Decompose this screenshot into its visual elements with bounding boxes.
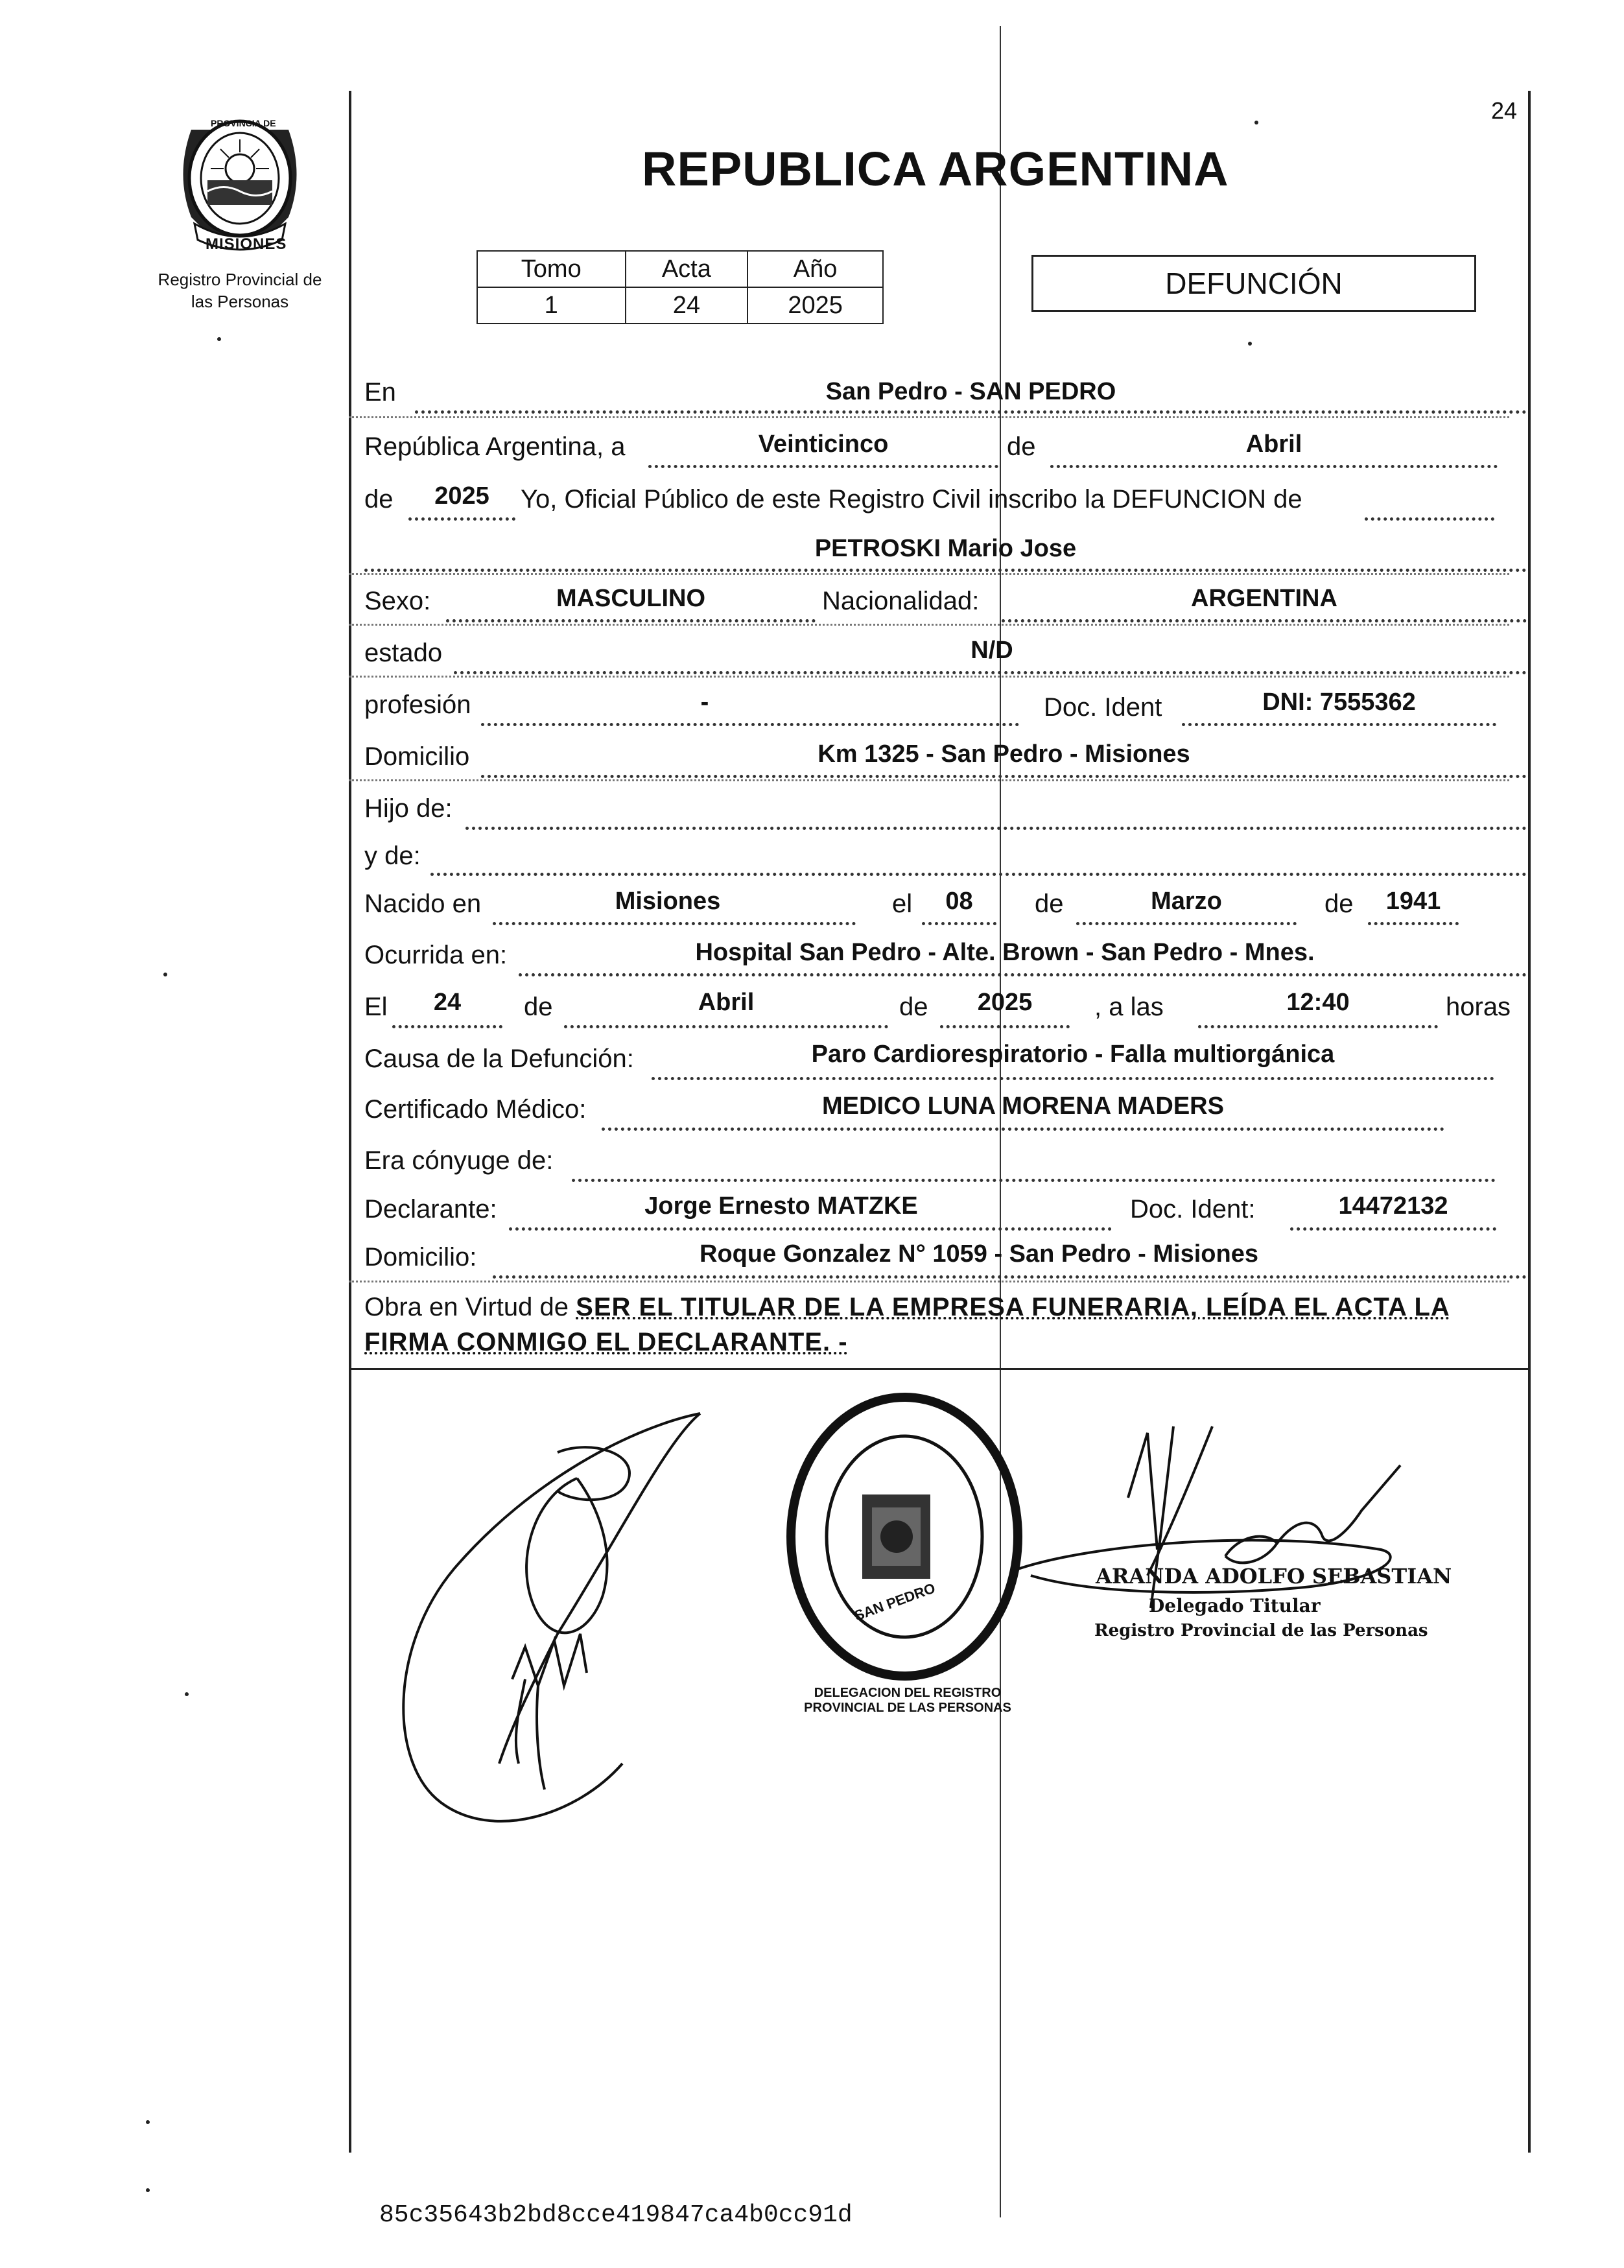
record-table-value-row (477, 287, 883, 324)
row-separator (349, 416, 1509, 418)
scan-speck (146, 2120, 150, 2124)
hijo-dots (465, 827, 1527, 830)
cert-label: Certificado Médico: (364, 1095, 587, 1124)
ocurrida-dots (519, 973, 1527, 976)
fallec-hora-dots (1198, 1025, 1438, 1028)
year-dots (408, 517, 515, 521)
estado-label: estado (364, 639, 443, 667)
fallec-mes-dots (564, 1025, 888, 1028)
yde-dots (430, 873, 1527, 876)
year-value: 2025 (434, 482, 489, 510)
nacido-mes-dots (1076, 922, 1297, 925)
causa-value: Paro Cardiorespiratorio - Falla multiorgánica (811, 1041, 1335, 1068)
nacido-mes-value: Marzo (1151, 888, 1222, 915)
nacionalidad-label: Nacionalidad: (822, 587, 980, 615)
year-de-label: de (364, 485, 394, 514)
en-label: En (364, 378, 396, 407)
day-words-value: Veinticinco (758, 431, 889, 458)
fallec-hora-value: 12:40 (1286, 989, 1350, 1016)
scan-speck (1254, 121, 1258, 124)
sexo-label: Sexo: (364, 587, 431, 615)
alas-label: , a las (1094, 993, 1164, 1021)
deceased-name: PETROSKI Mario Jose (814, 535, 1077, 562)
registry-line-2: las Personas (191, 292, 289, 311)
fold-line (1000, 26, 1001, 2217)
en-value: San Pedro - SAN PEDRO (825, 378, 1116, 405)
ocurrida-label: Ocurrida en: (364, 941, 508, 969)
sexo-value: MASCULINO (556, 585, 706, 612)
record-table-header: Tomo (477, 251, 626, 287)
tomo-value: 1 (477, 287, 626, 324)
de-label: de (1007, 432, 1036, 461)
stamp-bottom-text: SAN PEDRO (852, 1579, 937, 1624)
page-number: 24 (1491, 97, 1518, 124)
nacido-de2-label: de (1324, 890, 1354, 918)
nacido-anio-dots (1368, 922, 1459, 925)
scan-speck (217, 337, 221, 341)
nacionalidad-value: ARGENTINA (1191, 585, 1337, 612)
page-title: REPUBLICA ARGENTINA (642, 142, 1229, 196)
obra-text-1: SER EL TITULAR DE LA EMPRESA FUNERARIA, LEÍDA EL ACTA LA (576, 1293, 1450, 1321)
fallec-anio-value: 2025 (977, 989, 1033, 1016)
doc-dots (1182, 723, 1496, 726)
obra-text-2: FIRMA CONMIGO EL DECLARANTE. - (364, 1328, 848, 1356)
estado-value: N/D (971, 637, 1013, 664)
el2-label: El (364, 993, 388, 1021)
intro-text: Yo, Oficial Público de este Registro Civil inscribo la DEFUNCION de (521, 485, 1302, 514)
declarante-dots (509, 1227, 1112, 1231)
doc-label: Doc. Ident (1044, 693, 1162, 722)
domicilio-dots (481, 775, 1527, 778)
acta-value: 24 (626, 287, 748, 324)
scan-speck (185, 1692, 189, 1696)
decl-dom-dots (493, 1275, 1527, 1279)
domicilio-value: Km 1325 - San Pedro - Misiones (818, 740, 1190, 768)
cert-value: MEDICO LUNA MORENA MADERS (822, 1093, 1224, 1120)
cert-dots (602, 1128, 1444, 1131)
official-role: Delegado Titular (1149, 1595, 1321, 1616)
conyuge-label: Era cónyuge de: (364, 1146, 554, 1175)
intro-dots (1365, 517, 1494, 521)
fallec-anio-dots (940, 1025, 1070, 1028)
anio-value: 2025 (747, 287, 883, 324)
scan-speck (163, 973, 167, 976)
nacido-lugar-dots (493, 922, 856, 925)
hijo-label: Hijo de: (364, 794, 453, 823)
horas-label: horas (1446, 993, 1511, 1021)
registry-line-1: Registro Provincial de (158, 270, 322, 289)
official-stamp (781, 1388, 1028, 1686)
day-words-dots (648, 465, 998, 468)
obra-label: Obra en Virtud de (364, 1293, 569, 1321)
seal-top-text: PROVINCIA DE (211, 118, 276, 128)
decl-doc-dots (1290, 1227, 1496, 1231)
left-border-line (349, 91, 351, 2153)
nacido-anio-value: 1941 (1385, 888, 1441, 915)
row-separator (349, 676, 1509, 678)
document-hash: 85c35643b2bd8cce419847ca4b0cc91d (379, 2201, 853, 2229)
profesion-dots (481, 723, 1019, 726)
obra-line-1 (364, 1293, 1450, 1322)
name-dots (364, 569, 1527, 572)
record-table-header: Año (747, 251, 883, 287)
ocurrida-value: Hospital San Pedro - Alte. Brown - San Pedro - Mnes. (695, 939, 1315, 966)
row-separator (349, 1281, 1509, 1282)
nacido-label: Nacido en (364, 890, 482, 918)
profesion-label: profesión (364, 691, 471, 719)
estado-dots (454, 671, 1527, 674)
nacionalidad-dots (1002, 619, 1527, 622)
province-seal-logo (165, 104, 314, 259)
republica-label: República Argentina, a (364, 432, 626, 461)
right-border-line (1528, 91, 1531, 2153)
el-label: el (892, 890, 913, 918)
official-office: Registro Provincial de las Personas (1094, 1621, 1428, 1640)
stamp-ring-text: DELEGACION DEL REGISTRO PROVINCIAL DE LAS PERSONAS (804, 1686, 1011, 1715)
domicilio-label: Domicilio (364, 742, 470, 771)
row-separator (349, 779, 1509, 781)
declarant-signature (363, 1400, 765, 1841)
record-type-box: DEFUNCIÓN (1031, 255, 1476, 312)
declarante-label: Declarante: (364, 1195, 497, 1223)
month-dots (1050, 465, 1498, 468)
sexo-dots (446, 619, 816, 622)
form-end-line (349, 1368, 1530, 1370)
nacido-de-label: de (1035, 890, 1064, 918)
fallec-dia-value: 24 (433, 989, 462, 1016)
record-table-header-row (477, 251, 883, 287)
scan-speck (1248, 342, 1252, 346)
decl-doc-value: 14472132 (1338, 1192, 1448, 1220)
fallec-de-label: de (524, 993, 553, 1021)
official-name: ARANDA ADOLFO SEBASTIAN (1096, 1564, 1452, 1589)
fallec-dia-dots (392, 1025, 502, 1028)
decl-dom-value: Roque Gonzalez N° 1059 - San Pedro - Misiones (700, 1240, 1258, 1268)
row-separator (349, 573, 1509, 575)
declarante-value: Jorge Ernesto MATZKE (644, 1192, 918, 1220)
doc-value: DNI: 7555362 (1262, 689, 1416, 716)
fallec-de2-label: de (899, 993, 928, 1021)
profesion-value: - (700, 689, 709, 716)
seal-bottom-text: MISIONES (206, 235, 287, 253)
nacido-dia-value: 08 (945, 888, 973, 915)
record-table (477, 250, 884, 324)
decl-doc-label: Doc. Ident: (1130, 1195, 1256, 1223)
obra-line-2 (364, 1328, 848, 1357)
conyuge-dots (572, 1179, 1496, 1182)
registry-name (133, 268, 347, 313)
fallec-mes-value: Abril (698, 989, 755, 1016)
yde-label: y de: (364, 842, 421, 870)
causa-label: Causa de la Defunción: (364, 1045, 634, 1073)
nacido-dia-dots (922, 922, 996, 925)
causa-dots (652, 1077, 1494, 1080)
month-value: Abril (1245, 431, 1302, 458)
en-dots (415, 410, 1527, 414)
scan-speck (146, 2188, 150, 2192)
decl-dom-label: Domicilio: (364, 1243, 477, 1271)
row-separator (349, 624, 1509, 626)
record-table-header: Acta (626, 251, 748, 287)
nacido-lugar-value: Misiones (615, 888, 721, 915)
